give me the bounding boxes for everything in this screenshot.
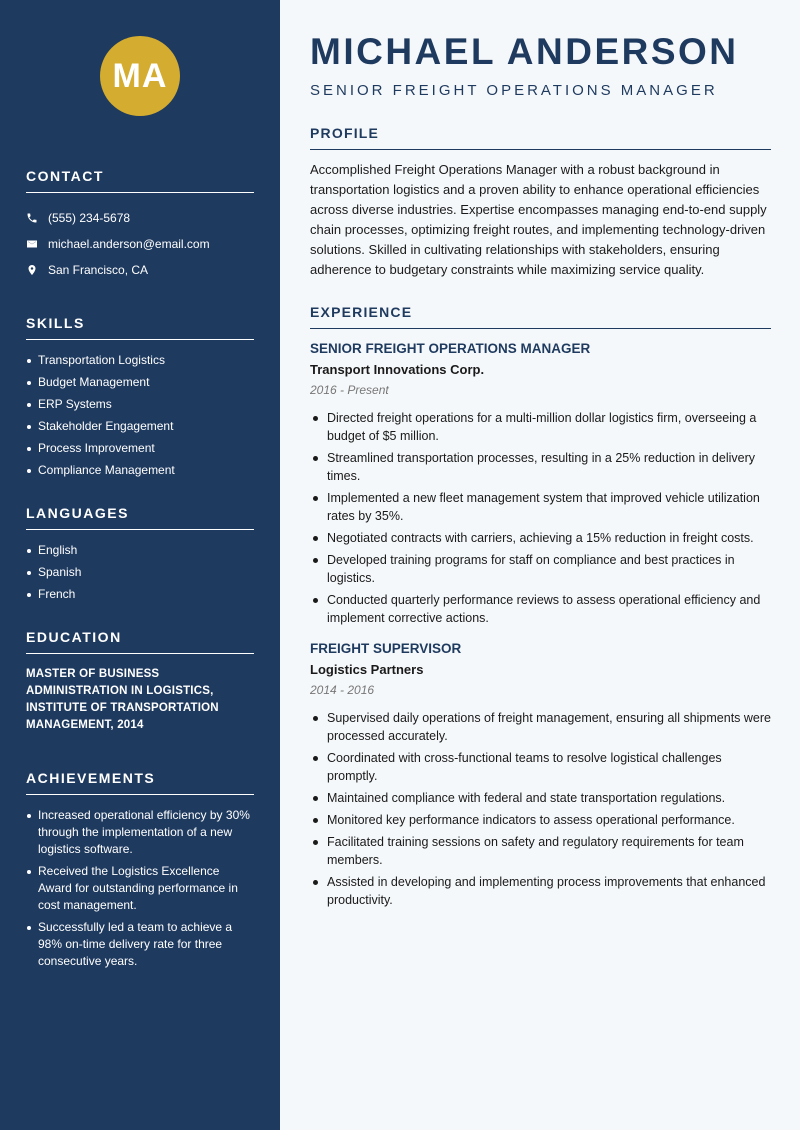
job-title: FREIGHT SUPERVISOR <box>310 641 462 656</box>
job-bullet: Assisted in developing and implementing process improvements that enhanced productivity. <box>310 873 771 909</box>
job-title: SENIOR FREIGHT OPERATIONS MANAGER <box>310 341 591 356</box>
education-section <box>26 629 254 734</box>
achievements-section <box>26 770 254 970</box>
candidate-title: SENIOR FREIGHT OPERATIONS MANAGER <box>310 82 718 99</box>
contact-heading: CONTACT <box>26 168 254 193</box>
skills-heading: SKILLS <box>26 315 254 340</box>
profile-section <box>310 125 771 280</box>
contact-phone <box>26 205 254 231</box>
language-item: English <box>26 542 254 559</box>
languages-list <box>26 542 254 603</box>
job-bullet: Implemented a new fleet management system that improved vehicle utilization rates by 35%. <box>310 489 771 525</box>
job-bullet: Conducted quarterly performance reviews to assess operational efficiency and implement corrective actions. <box>310 591 771 627</box>
job-bullet: Negotiated contracts with carriers, achieving a 15% reduction in freight costs. <box>310 529 771 547</box>
company-name: Logistics Partners <box>310 662 424 677</box>
skill-item: Compliance Management <box>26 462 254 479</box>
phone-icon <box>26 212 38 224</box>
job-dates: 2014 - 2016 <box>310 683 375 697</box>
contact-email <box>26 231 254 257</box>
language-item: French <box>26 586 254 603</box>
email-text: michael.anderson@email.com <box>48 237 210 251</box>
education-heading: EDUCATION <box>26 629 254 654</box>
skill-item: Stakeholder Engagement <box>26 418 254 435</box>
languages-section <box>26 505 254 603</box>
achievement-item: Received the Logistics Excellence Award for outstanding performance in cost management. <box>26 863 254 914</box>
skills-section <box>26 315 254 479</box>
location-text: San Francisco, CA <box>48 263 149 277</box>
skill-item: Budget Management <box>26 374 254 391</box>
candidate-name: MICHAEL ANDERSON <box>310 31 739 72</box>
experience-heading: EXPERIENCE <box>310 304 771 329</box>
achievements-heading: ACHIEVEMENTS <box>26 770 254 795</box>
sidebar <box>0 0 280 1130</box>
contact-location <box>26 257 254 283</box>
contact-section <box>26 168 254 283</box>
job-bullet: Developed training programs for staff on compliance and best practices in logistics. <box>310 551 771 587</box>
envelope-icon <box>26 238 38 250</box>
experience-section <box>310 304 771 909</box>
job-bullet: Maintained compliance with federal and state transportation regulations. <box>310 789 771 807</box>
job-bullet: Facilitated training sessions on safety and regulatory requirements for team members. <box>310 833 771 869</box>
phone-text: (555) 234-5678 <box>48 211 131 225</box>
skill-item: Process Improvement <box>26 440 254 457</box>
job-bullet: Monitored key performance indicators to assess operational performance. <box>310 811 771 829</box>
profile-text: Accomplished Freight Operations Manager with a robust background in transportation logistics and a proven ability to enhance operational efficiencies across diverse industries. Expertise encompasses managing end-to-end supply chain processes, optimizing freight routes, and implementing technology-driven solutions. Skilled in cultivating relationships with stakeholders, ensuring adherence to budgetary constraints while maximizing service quality. <box>310 162 767 277</box>
job-dates: 2016 - Present <box>310 383 389 397</box>
job-bullets <box>310 409 771 627</box>
job-bullet: Directed freight operations for a multi-million dollar logistics firm, overseeing a budget of $5 million. <box>310 409 771 445</box>
company-name: Transport Innovations Corp. <box>310 362 485 377</box>
main-content <box>280 0 800 1130</box>
language-item: Spanish <box>26 564 254 581</box>
job-bullets <box>310 709 771 909</box>
map-pin-icon <box>26 264 38 276</box>
job-entry <box>310 641 771 909</box>
avatar: MA <box>100 36 180 116</box>
skill-item: ERP Systems <box>26 396 254 413</box>
skill-item: Transportation Logistics <box>26 352 254 369</box>
achievements-list <box>26 807 254 970</box>
achievement-item: Successfully led a team to achieve a 98% on-time delivery rate for three consecutive years. <box>26 919 254 970</box>
job-bullet: Supervised daily operations of freight management, ensuring all shipments were processed accurately. <box>310 709 771 745</box>
skills-list <box>26 352 254 479</box>
profile-heading: PROFILE <box>310 125 771 150</box>
job-bullet: Coordinated with cross-functional teams to resolve logistical challenges promptly. <box>310 749 771 785</box>
job-entry <box>310 341 771 627</box>
languages-heading: LANGUAGES <box>26 505 254 530</box>
achievement-item: Increased operational efficiency by 30% through the implementation of a new logistics software. <box>26 807 254 858</box>
education-text: MASTER OF BUSINESS ADMINISTRATION IN LOGISTICS, INSTITUTE OF TRANSPORTATION MANAGEMENT, 2014 <box>26 668 219 731</box>
job-bullet: Streamlined transportation processes, resulting in a 25% reduction in delivery times. <box>310 449 771 485</box>
